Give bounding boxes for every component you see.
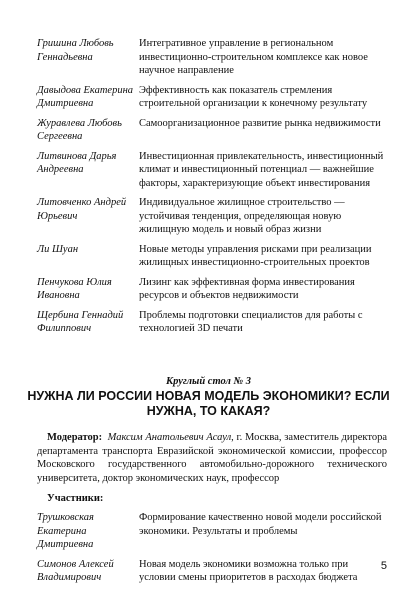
- speaker-name: Журавлева Любовь Сергеевна: [37, 117, 122, 142]
- speaker-topic: Инвестиционная привлекательность, инвестиционный климат и инвестиционный потенциал — важнейшие факторы, характеризующие объект инвестирования: [139, 150, 384, 189]
- speaker-name: Ли Шуан: [37, 243, 79, 255]
- list-item: [37, 150, 387, 191]
- speaker-topic: Эффективность как показатель стремления строительной организации к конечному результату: [139, 84, 368, 109]
- list-item: [37, 196, 387, 237]
- moderator-name: Максим Анатольевич Асаул: [107, 432, 232, 443]
- participant-name: Симонов Алексей Владимирович: [37, 558, 114, 583]
- list-item: [37, 309, 387, 336]
- list-item: [37, 558, 387, 585]
- list-item: [37, 511, 387, 552]
- speakers-list: [37, 37, 387, 342]
- participant-topic: Формирование качественно новой модели российской экономики. Результаты и проблемы: [139, 512, 382, 537]
- speaker-topic: Индивидуальное жилищное строительство — устойчивая тенденция, определяющая новую жилищную модель и новый образ жизни: [139, 197, 345, 235]
- round-table-title: НУЖНА ЛИ РОССИИ НОВАЯ МОДЕЛЬ ЭКОНОМИКИ? ЕСЛИ НУЖНА, ТО КАКАЯ?: [27, 389, 390, 418]
- participants-list: [37, 511, 387, 591]
- moderator-paragraph: [37, 431, 387, 485]
- speaker-name: Литвинова Дарья Андреевна: [37, 150, 117, 175]
- participants-heading: Участники:: [47, 493, 104, 504]
- list-item: [37, 117, 387, 144]
- page-number: 5: [380, 560, 387, 572]
- speaker-name: Литовченко Андрей Юрьевич: [37, 197, 127, 222]
- participant-topic: Новая модель экономики возможна только при условии смены приоритетов в расходах бюджета: [139, 558, 358, 583]
- list-item: [37, 243, 387, 270]
- list-item: [37, 84, 387, 111]
- list-item: [37, 276, 387, 303]
- round-table-label: Круглый стол № 3: [166, 376, 251, 387]
- speaker-name: Пенчукова Юлия Ивановна: [37, 276, 112, 301]
- speaker-topic: Проблемы подготовки специалистов для работы с технологией 3D печати: [139, 309, 363, 334]
- speaker-topic: Новые методы управления рисками при реализации жилищных инвестиционно-строительных проектов: [139, 243, 372, 268]
- speaker-name: Давыдова Екатерина Дмитриевна: [37, 84, 134, 109]
- speaker-topic: Самоорганизационное развитие рынка недвижимости: [139, 117, 381, 129]
- list-item: [37, 37, 387, 78]
- speaker-name: Гришина Любовь Геннадьевна: [37, 38, 114, 63]
- speaker-topic: Интегративное управление в региональном инвестиционно-строительном комплексе как новое научное направление: [139, 38, 368, 76]
- participant-name: Трушковская Екатерина Дмитриевна: [37, 512, 94, 550]
- moderator-details: , г. Москва, заместитель директора департамента транспорта Евразийской экономической комиссии, профессор Московского государственного автомобильно-дорожного технического университета, доктор экономических наук, профессор: [37, 432, 388, 484]
- speaker-name: Щербина Геннадий Филиппович: [37, 309, 124, 334]
- moderator-label: Модератор:: [47, 432, 103, 443]
- speaker-topic: Лизинг как эффективная форма инвестирования ресурсов и объектов недвижимости: [139, 276, 355, 301]
